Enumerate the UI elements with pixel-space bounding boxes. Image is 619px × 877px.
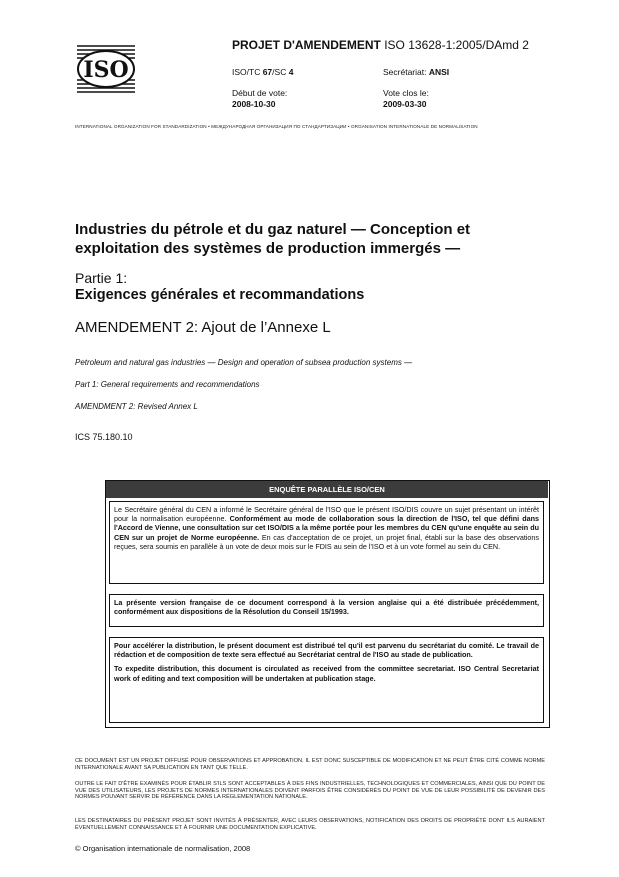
disclaimer-2: OUTRE LE FAIT D'ÊTRE EXAMINÉS POUR ÉTABLIR S'ILS SONT ACCEPTABLES À DES FINS INDUSTRIELLES, TECHNOLOGIQUES ET COMMERCIALES, AINSI QUE DU POINT DE VUE DES UTILISATEURS, LES PROJETS DE NORMES INTERNATIONALES DOIVENT PARFOIS ÊTRE CONSIDÉRÉS DU POINT DE VUE DE LEUR POSSIBILITÉ DE DEVENIR DES NORMES POUVANT SERVIR DE RÉFÉRENCE DANS LA RÉGLEMENTATION NATIONALE. xyxy=(75,781,545,801)
enquiry-paragraph-french-version: La présente version française de ce document correspond à la version anglaise qui a été distribuée précédemment, conformément aux dispositions de la Résolution du Conseil 15/1993. xyxy=(109,594,544,627)
enquiry-heading: ENQUÊTE PARALLÈLE ISO/CEN xyxy=(106,481,548,498)
part-label: Partie 1: xyxy=(75,270,128,286)
part-title: Exigences générales et recommandations xyxy=(75,287,365,303)
english-title-line3: AMENDMENT 2: Revised Annex L xyxy=(75,402,198,411)
copyright: © Organisation internationale de normalisation, 2008 xyxy=(75,844,251,853)
vote-end: Vote clos le: 2009-03-30 xyxy=(383,88,429,109)
english-title-line1: Petroleum and natural gas industries — Design and operation of subsea production systems — xyxy=(75,358,413,367)
english-title-line2: Part 1: General requirements and recommendations xyxy=(75,380,260,389)
secretariat: Secrétariat: ANSI xyxy=(383,67,450,77)
main-title: Industries du pétrole et du gaz naturel — Conception et exploitation des systèmes de production immergés — xyxy=(75,221,471,257)
organization-line: INTERNATIONAL ORGANIZATION FOR STANDARDIZATION • МЕЖДУНАРОДНАЯ ОРГАНИЗАЦИЯ ПО СТАНДАРТИЗАЦИИ • ORGANISATION INTERNATIONALE DE NORMALISATION xyxy=(75,124,478,129)
amendment-title: AMENDEMENT 2: Ajout de l’Annexe L xyxy=(75,319,331,336)
disclaimer-3: LES DESTINATAIRES DU PRÉSENT PROJET SONT INVITÉS À PRÉSENTER, AVEC LEURS OBSERVATIONS, NOTIFICATION DES DROITS DE PROPRIÉTÉ DONT ILS AURAIENT ÉVENTUELLEMENT CONNAISSANCE ET À FOURNIR UNE DOCUMENTATION EXPLICATIVE. xyxy=(75,818,545,831)
committee: ISO/TC 67/SC 4 xyxy=(232,67,294,77)
disclaimer-1: CE DOCUMENT EST UN PROJET DIFFUSÉ POUR OBSERVATIONS ET APPROBATION. IL EST DONC SUSCEPTIBLE DE MODIFICATION ET NE PEUT ÊTRE CITÉ COMME NORME INTERNATIONALE AVANT SA PUBLICATION EN TANT QUE TELLE. xyxy=(75,758,545,771)
ics-code: ICS 75.180.10 xyxy=(75,432,133,442)
iso-logo xyxy=(75,40,137,98)
iso-logo-text: ISO xyxy=(83,57,129,83)
enquiry-paragraph-distribution: Pour accélérer la distribution, le présent document est distribué tel qu'il est parvenu du secrétariat du comité. Le travail de rédaction et de composition de texte sera effectué au Secrétariat central de l'ISO au stade de publication. To expedite distribution, this document is circulated as received from the committee secretariat. ISO Central Secretariat work of editing and text composition will be undertaken at publication stage. xyxy=(109,637,544,723)
document-reference: PROJET D'AMENDEMENT ISO 13628-1:2005/DAmd 2 xyxy=(232,38,529,52)
enquiry-paragraph-cen: Le Secrétaire général du CEN a informé le Secrétaire général de l'ISO que le présent ISO/DIS couvre un sujet présentant un intérêt pour la normalisation européenne. Conformément au mode de collaboration sous la direction de l'ISO, tel que défini dans l'Accord de Vienne, une consultation sur cet ISO/DIS a la même portée pour les membres du CEN qu'une enquête au sein du CEN sur un projet de Norme européenne. En cas d'acceptation de ce projet, un projet final, établi sur la base des observations reçues, sera soumis en parallèle à un vote de deux mois sur le FDIS au sein de l'ISO et à un vote formel au sein du CEN. xyxy=(109,501,544,584)
vote-start: Début de vote: 2008-10-30 xyxy=(232,88,288,109)
